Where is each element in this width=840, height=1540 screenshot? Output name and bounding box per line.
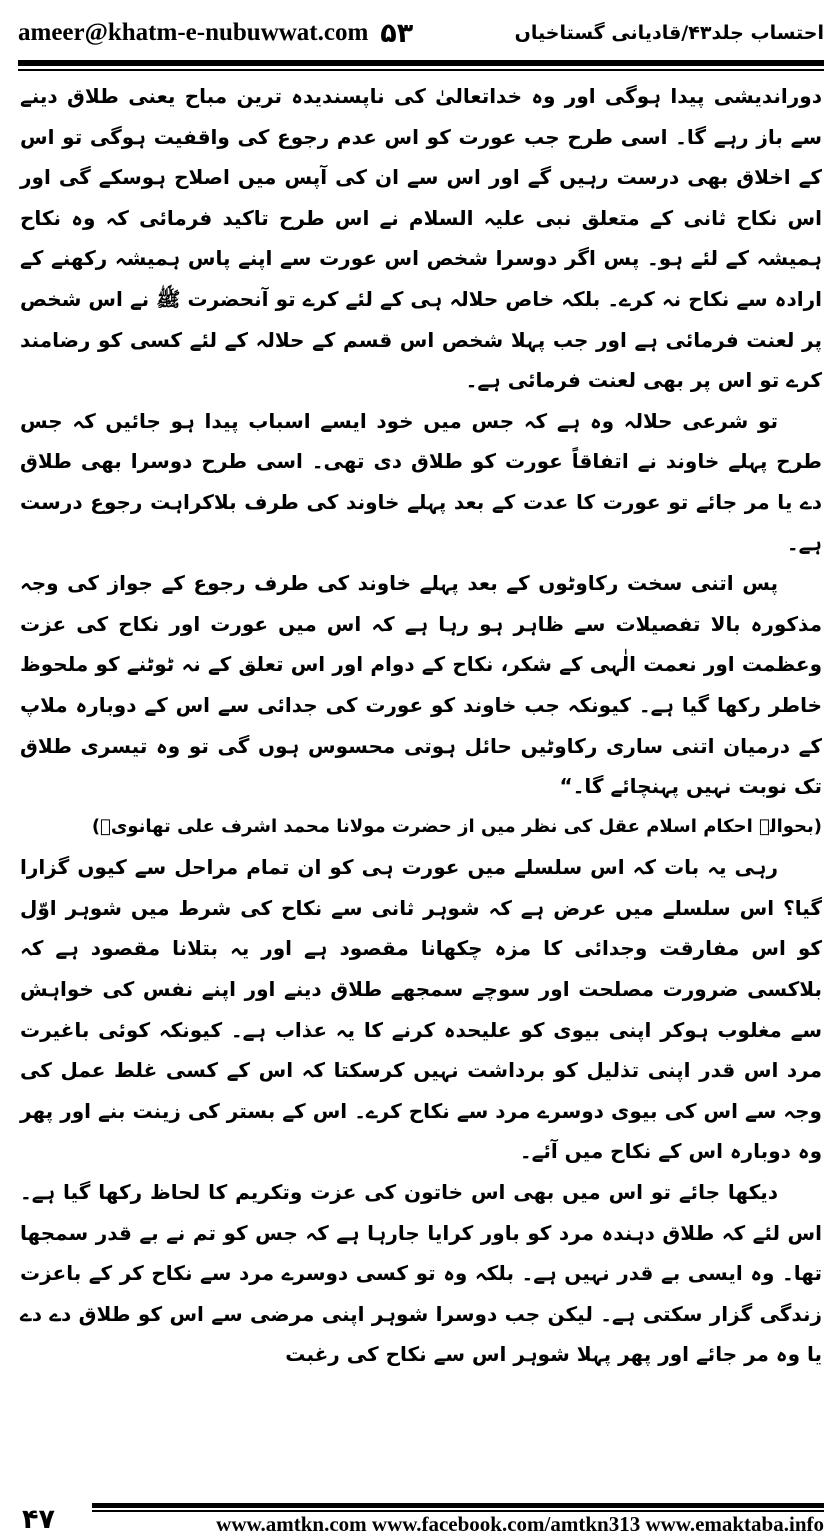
paragraph-2: تو شرعی حلالہ وہ ہے کہ جس میں خود ایسے اسباب پیدا ہو جائیں کہ جس طرح پہلے خاوند نے اتفاقاً عورت کو طلاق دی تھی۔ اسی طرح دوسرا بھی طلاق دے یا مر جائے تو عورت کا عدت کے بعد پہلے خاوند کی طرف بلاکراہت رجوع درست ہے۔ xyxy=(20,408,822,555)
reference-citation: (بحوالہ احکام اسلام عقل کی نظر میں از حضرت مولانا محمد اشرف علی تھانویؒ) xyxy=(91,815,822,837)
paragraph-3: پس اتنی سخت رکاوٹوں کے بعد پہلے خاوند کی طرف رجوع کے جواز کی وجہ مذکورہ بالا تفصیلات سے ظاہر ہو رہا ہے کہ اس میں عورت اور نکاح کی عزت وعظمت اور نعمت الٰہی کے شکر، نکاح کے دوام اور اس تعلق کے نہ ٹوٹنے کو ملحوظ خاطر رکھا گیا ہے۔ کیونکہ جب خاوند کو عورت کی جدائی سے اس کے دوبارہ ملاپ کے درمیان اتنی ساری رکاوٹیں حائل ہوتی محسوس ہوں گی تو وہ تیسری طلاق تک نوبت نہیں پہنچائے گا۔“ xyxy=(20,571,822,799)
paragraph-1: دوراندیشی پیدا ہوگی اور وہ خداتعالیٰ کی ناپسندیدہ ترین مباح یعنی طلاق دینے سے باز رہے گا۔ اسی طرح جب عورت کو اس عدم رجوع کی واقفیت ہوگی تو اس کے اخلاق بھی درست رہیں گے اور اس سے ان کی آپس میں اصلاح ہوسکے گی اور اس نکاح ثانی کے متعلق نبی علیہ السلام نے اس طرح تاکید فرمائی کہ وہ نکاح ہمیشہ کے لئے ہو۔ پس اگر دوسرا شخص اس عورت سے اپنے پاس ہمیشہ رکھنے کے ارادہ سے نکاح نہ کرے۔ بلکہ خاص حلالہ ہی کے لئے کرے تو آنحضرت ﷺ نے اس شخص پر لعنت فرمائی ہے اور جب پہلا شخص اس قسم کے حلالہ کے لئے کسی کو رضامند کرے تو اس پر بھی لعنت فرمائی ہے۔ xyxy=(20,84,822,393)
header-rule-thin xyxy=(18,69,824,71)
page-body xyxy=(20,76,822,1375)
header-rule-thick xyxy=(18,60,824,66)
footer-links[interactable]: www.amtkn.com www.facebook.com/amtkn313 www.emaktaba.info xyxy=(216,1512,824,1536)
paragraph-5: دیکھا جائے تو اس میں بھی اس خاتون کی عزت وتکریم کا لحاظ رکھا گیا ہے۔ اس لئے کہ طلاق دہندہ مرد کو باور کرایا جارہا ہے کہ جس کو تم نے بے قدر سمجھا تھا۔ وہ ایسی بے قدر نہیں ہے۔ بلکہ وہ تو کسی دوسرے مرد سے نکاح کر کے باعزت زندگی گزار سکتی ہے۔ لیکن جب دوسرا شوہر اپنی مرضی سے اس کو طلاق دے دے یا وہ مر جائے اور پھر پہلا شوہر اس سے نکاح کی رغبت xyxy=(20,1180,822,1367)
running-title: احتساب جلد۴۳/قادیانی گستاخیاں xyxy=(514,22,824,44)
page-header xyxy=(18,8,824,58)
header-page-number: ۵۳ xyxy=(380,17,414,49)
paragraph-4: رہی یہ بات کہ اس سلسلے میں عورت ہی کو ان تمام مراحل سے کیوں گزارا گیا؟ اس سلسلے میں عرض ہے کہ شوہر ثانی سے نکاح کی شرط میں شوہر اوّل کو اس مفارقت وجدائی کا مزہ چکھانا مقصود ہے اور یہ بتلانا مقصود ہے کہ بلاکسی ضرورت مصلحت اور سوچے سمجھے طلاق دینے اور اپنے نفس کی خواہش سے مغلوب ہوکر اپنی بیوی کو علیحدہ کرنے کا یہ عذاب ہے۔ کیونکہ کوئی باغیرت مرد اس قدر اپنی تذلیل کو برداشت نہیں کرسکتا کہ اس کے کسی غلط عمل کی وجہ سے اس کی بیوی دوسرے مرد سے نکاح کرے۔ اس کے بستر کی زینت بنے اور پھر وہ دوبارہ اس کے نکاح میں آئے۔ xyxy=(20,855,822,1164)
footer-rule-thick xyxy=(92,1503,824,1508)
header-email[interactable]: ameer@khatm-e-nubuwwat.com xyxy=(18,19,369,46)
footer-page-number: ۴۷ xyxy=(22,1503,55,1535)
header-left xyxy=(18,18,413,49)
